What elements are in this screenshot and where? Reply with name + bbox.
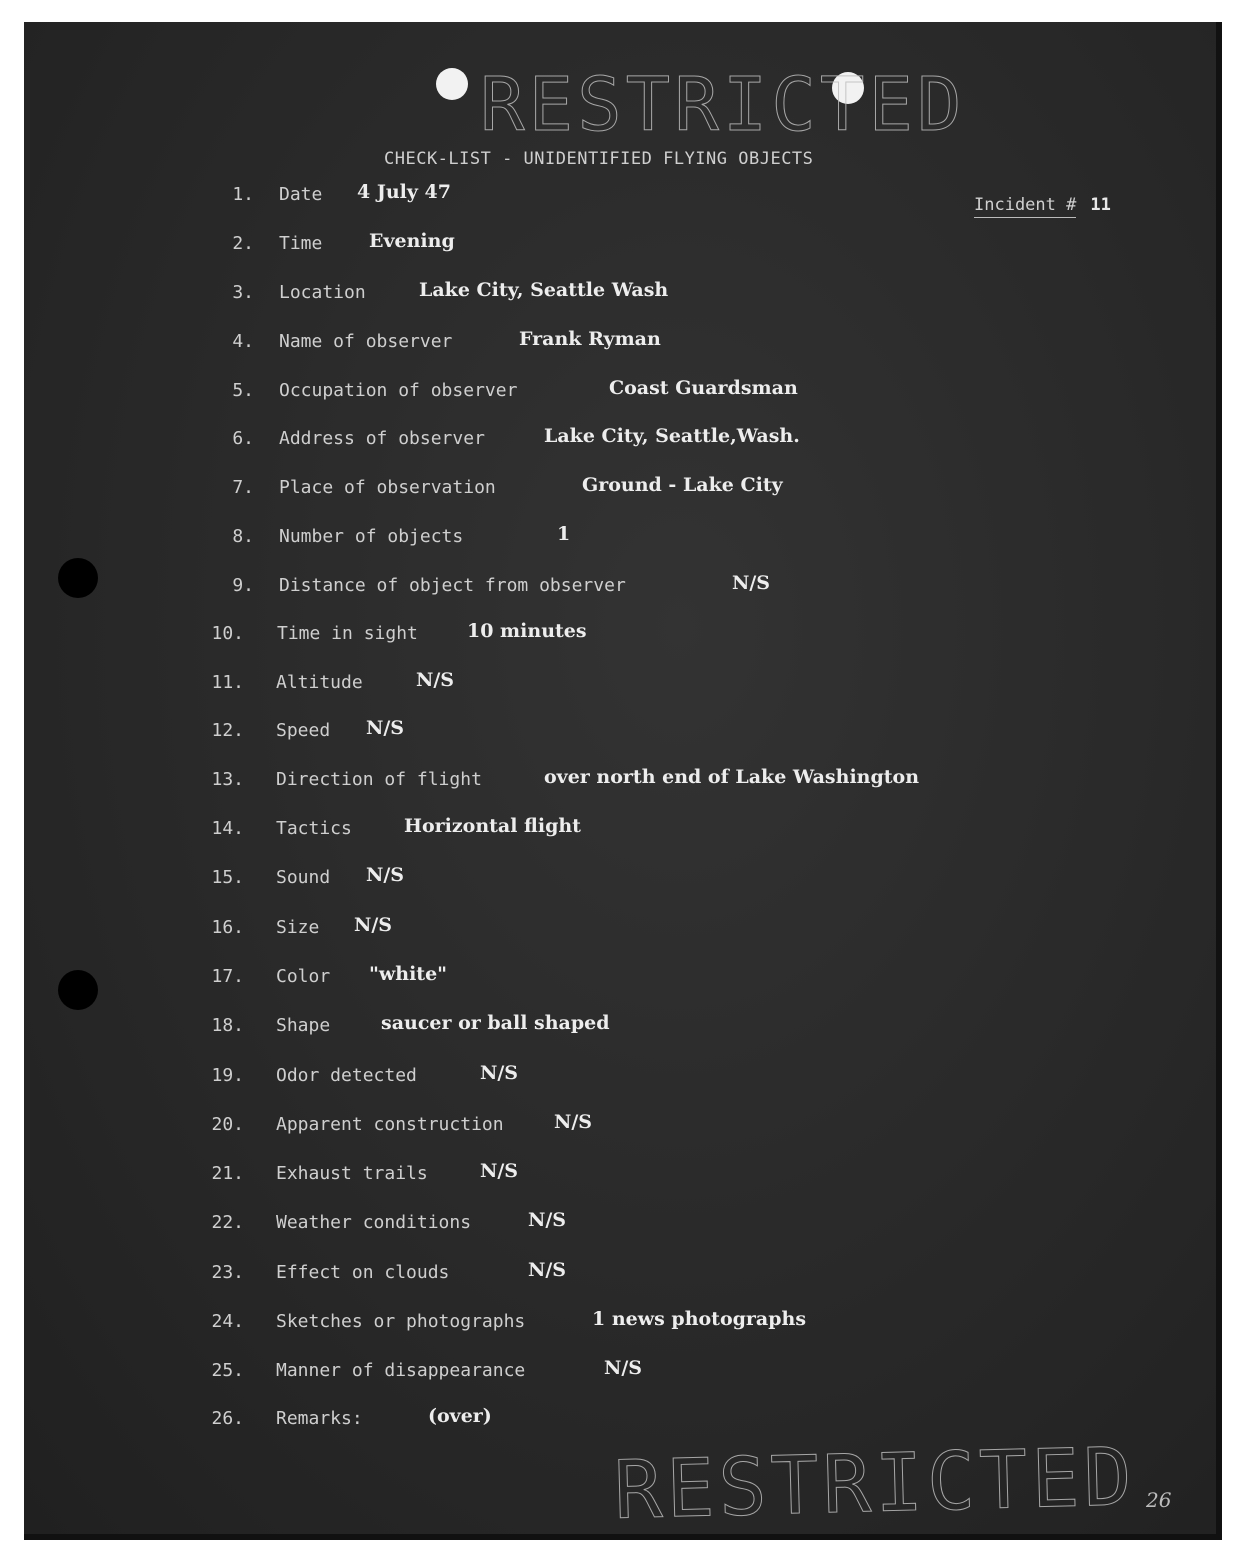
item-number: 15. <box>211 867 244 888</box>
punch-hole-left-lower <box>58 970 98 1010</box>
item-value: Ground - Lake City <box>582 474 783 496</box>
item-number: 20. <box>211 1114 244 1135</box>
item-number: 9. <box>232 575 254 596</box>
item-value: N/S <box>732 572 771 594</box>
item-label: Speed <box>276 720 331 741</box>
restricted-stamp-bottom: RESTRICTED <box>612 1430 1137 1537</box>
item-label: Effect on clouds <box>276 1262 450 1283</box>
item-value: saucer or ball shaped <box>381 1012 610 1034</box>
item-label: Sketches or photographs <box>276 1311 526 1332</box>
item-label: Direction of flight <box>276 769 482 790</box>
incident-label: Incident # <box>974 195 1076 218</box>
page-number: 26 <box>1146 1488 1172 1512</box>
item-value: 10 minutes <box>467 620 587 642</box>
item-label: Time <box>279 233 323 254</box>
item-value: Horizontal flight <box>404 815 581 837</box>
item-value: N/S <box>480 1062 519 1084</box>
incident-value: 11 <box>1090 195 1111 215</box>
item-number: 12. <box>211 720 244 741</box>
item-number: 26. <box>211 1408 244 1429</box>
item-number: 5. <box>232 380 254 401</box>
item-value: Lake City, Seattle,Wash. <box>544 425 800 447</box>
punch-hole-left-upper <box>58 558 98 598</box>
item-label: Tactics <box>276 818 352 839</box>
item-label: Weather conditions <box>276 1212 472 1233</box>
item-number: 14. <box>211 818 244 839</box>
item-value: N/S <box>354 914 393 936</box>
form-heading: CHECK-LIST - UNIDENTIFIED FLYING OBJECTS <box>384 149 814 169</box>
item-value: N/S <box>554 1111 593 1133</box>
item-value: 1 <box>557 523 571 545</box>
item-label: Size <box>276 917 320 938</box>
item-number: 6. <box>232 428 254 449</box>
item-label: Address of observer <box>279 428 485 449</box>
item-value: N/S <box>604 1357 643 1379</box>
item-number: 11. <box>211 672 244 693</box>
item-number: 16. <box>211 917 244 938</box>
item-number: 7. <box>232 477 254 498</box>
item-value: 4 July 47 <box>357 181 451 203</box>
item-label: Location <box>279 282 366 303</box>
item-value: Coast Guardsman <box>609 377 798 399</box>
item-number: 22. <box>211 1212 244 1233</box>
item-label: Name of observer <box>279 331 453 352</box>
item-value: N/S <box>416 669 455 691</box>
punch-hole-top-left <box>436 68 468 100</box>
item-number: 8. <box>232 526 254 547</box>
item-label: Occupation of observer <box>279 380 518 401</box>
item-number: 17. <box>211 966 244 987</box>
item-value: N/S <box>366 717 405 739</box>
item-value: "white" <box>369 963 448 985</box>
item-number: 2. <box>232 233 254 254</box>
item-label: Sound <box>276 867 331 888</box>
item-label: Time in sight <box>277 623 418 644</box>
item-label: Shape <box>276 1015 331 1036</box>
item-value: N/S <box>528 1209 567 1231</box>
item-label: Odor detected <box>276 1065 417 1086</box>
item-label: Place of observation <box>279 477 496 498</box>
item-number: 10. <box>211 623 244 644</box>
item-label: Number of objects <box>279 526 464 547</box>
item-value: 1 news photographs <box>592 1308 807 1330</box>
item-label: Color <box>276 966 331 987</box>
item-number: 24. <box>211 1311 244 1332</box>
item-number: 18. <box>211 1015 244 1036</box>
item-number: 19. <box>211 1065 244 1086</box>
item-value: (over) <box>428 1405 492 1427</box>
item-label: Manner of disappearance <box>276 1360 526 1381</box>
item-number: 21. <box>211 1163 244 1184</box>
item-number: 13. <box>211 769 244 790</box>
item-value: over north end of Lake Washington <box>544 766 920 788</box>
item-value: Frank Ryman <box>519 328 661 350</box>
item-label: Altitude <box>276 672 363 693</box>
item-number: 4. <box>232 331 254 352</box>
item-label: Distance of object from observer <box>279 575 626 596</box>
item-number: 23. <box>211 1262 244 1283</box>
item-value: Evening <box>369 230 455 252</box>
item-value: N/S <box>480 1160 519 1182</box>
incident-number <box>974 195 1111 215</box>
item-number: 3. <box>232 282 254 303</box>
item-label: Remarks: <box>276 1408 363 1429</box>
item-value: Lake City, Seattle Wash <box>419 279 669 301</box>
restricted-stamp-top: RESTRICTED <box>480 62 966 148</box>
item-label: Exhaust trails <box>276 1163 428 1184</box>
item-value: N/S <box>528 1259 567 1281</box>
item-label: Apparent construction <box>276 1114 504 1135</box>
item-number: 1. <box>232 184 254 205</box>
item-value: N/S <box>366 864 405 886</box>
item-label: Date <box>279 184 323 205</box>
document-page <box>24 22 1222 1540</box>
item-number: 25. <box>211 1360 244 1381</box>
